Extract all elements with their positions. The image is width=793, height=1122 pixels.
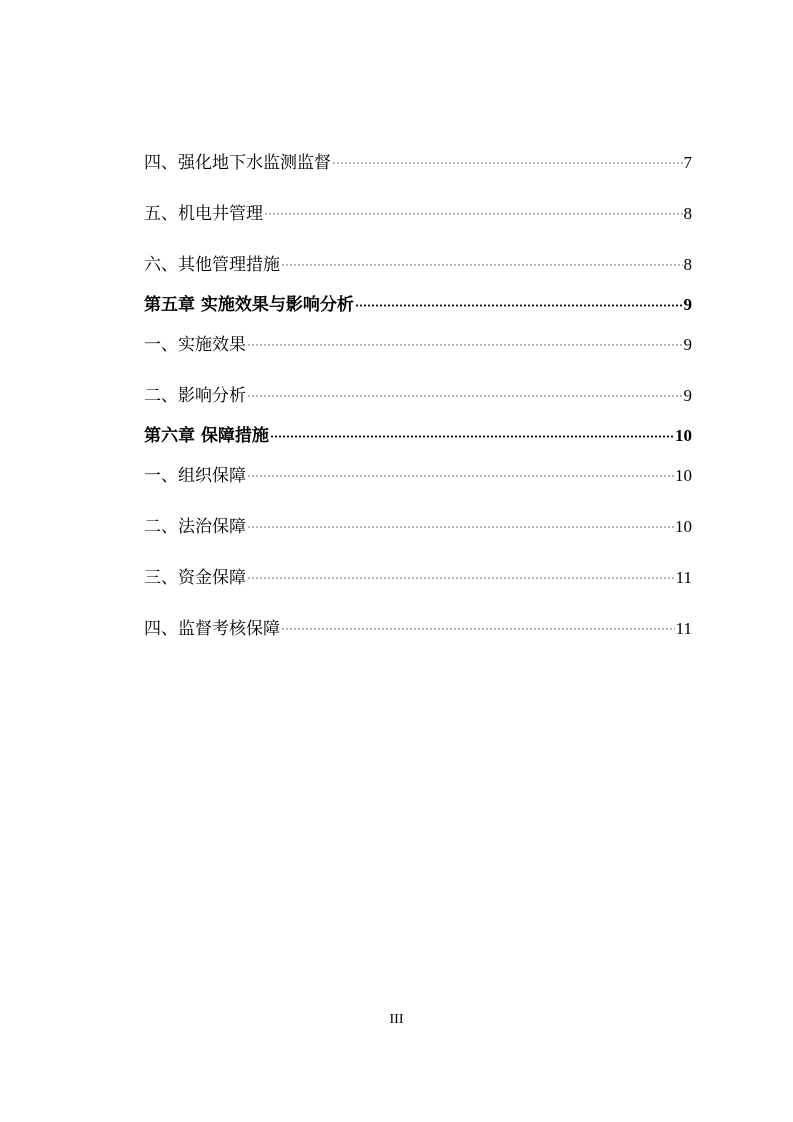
toc-entry-title: 三、资金保障	[144, 568, 246, 588]
toc-entry[interactable]	[144, 330, 692, 356]
toc-entry[interactable]	[144, 250, 692, 276]
toc-dot-leader	[270, 435, 674, 438]
toc-entry-page: 11	[675, 619, 692, 638]
toc-dot-leader	[247, 577, 675, 579]
toc-entry[interactable]	[144, 381, 692, 407]
toc-entry-title: 一、实施效果	[144, 335, 246, 355]
toc-entry-title: 四、监督考核保障	[144, 619, 280, 639]
toc-dot-leader	[247, 395, 683, 397]
toc-dot-leader	[281, 628, 675, 630]
toc-chapter-entry[interactable]	[144, 290, 692, 316]
toc-entry-page: 7	[683, 153, 692, 172]
toc-chapter-entry[interactable]	[144, 421, 692, 447]
toc-entry-page: 10	[675, 517, 692, 536]
toc-entry-title: 五、机电井管理	[144, 204, 263, 224]
toc-entry-title: 第五章 实施效果与影响分析	[144, 295, 354, 315]
toc-entry-page: 10	[675, 466, 692, 485]
toc-entry-page: 9	[683, 295, 692, 314]
toc-entry-page: 8	[683, 255, 692, 274]
toc-entry[interactable]	[144, 461, 692, 487]
page-number-footer: III	[389, 1012, 404, 1027]
toc-entry-title: 第六章 保障措施	[144, 426, 269, 446]
toc-entry[interactable]	[144, 563, 692, 589]
toc-entry-title: 四、强化地下水监测监督	[144, 153, 331, 173]
toc-dot-leader	[332, 162, 683, 164]
toc-dot-leader	[264, 213, 683, 215]
toc-dot-leader	[281, 264, 683, 266]
toc-entry-title: 二、影响分析	[144, 386, 246, 406]
toc-entry-page: 10	[675, 426, 692, 445]
toc-dot-leader	[247, 344, 683, 346]
toc-entry[interactable]	[144, 512, 692, 538]
table-of-contents	[144, 148, 692, 665]
toc-entry-title: 一、组织保障	[144, 466, 246, 486]
toc-entry-page: 9	[683, 335, 692, 354]
toc-entry[interactable]	[144, 614, 692, 640]
toc-dot-leader	[247, 475, 674, 477]
toc-entry[interactable]	[144, 199, 692, 225]
toc-entry-page: 9	[683, 386, 692, 405]
toc-dot-leader	[247, 526, 674, 528]
toc-entry-page: 11	[675, 568, 692, 587]
toc-entry-title: 六、其他管理措施	[144, 255, 280, 275]
toc-dot-leader	[355, 304, 683, 307]
toc-entry[interactable]	[144, 148, 692, 174]
toc-entry-title: 二、法治保障	[144, 517, 246, 537]
toc-entry-page: 8	[683, 204, 692, 223]
